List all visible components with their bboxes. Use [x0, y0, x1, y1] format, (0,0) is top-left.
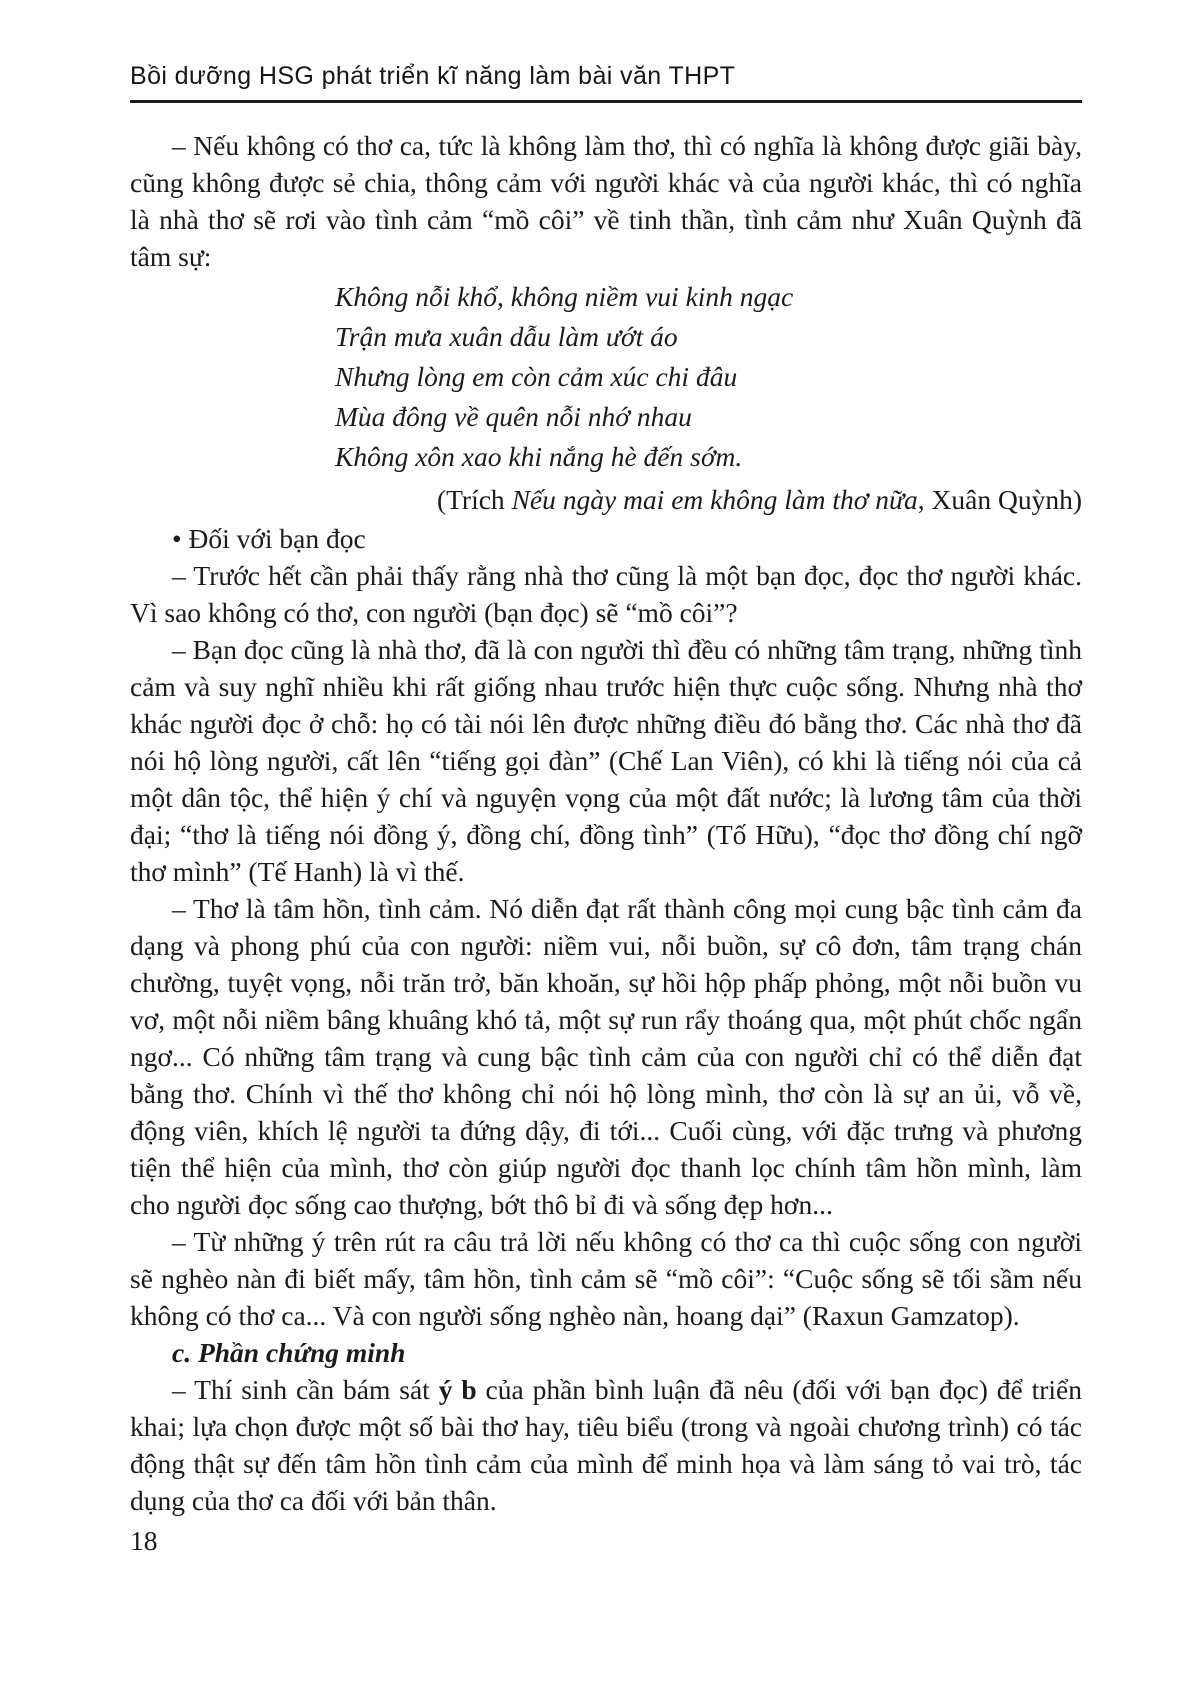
citation-suffix: , Xuân Quỳnh)	[917, 484, 1082, 515]
thi-sinh-text-after: của phần bình luận đã nêu (đối với bạn đọc) để triển khai; lựa chọn được một số bài thơ hay, tiêu biểu (trong và ngoài chương trình) có tác động thật sự đến tâm hồn tình cảm của mình để minh họa và làm sáng tỏ vai trò, tác dụng của thơ ca đối với bản thân.	[130, 1374, 1083, 1516]
paragraph-intro: – Nếu không có thơ ca, tức là không làm thơ, thì có nghĩa là không được giãi bày, cũng không được sẻ chia, thông cảm với người khác và của người khác, thì có nghĩa là nhà thơ sẽ rơi vào tình cảm “mồ côi” về tinh thần, tình cảm như Xuân Quỳnh đã tâm sự:	[130, 130, 1082, 272]
page-content	[130, 127, 1082, 1559]
paragraph-thi-sinh	[130, 1371, 1082, 1519]
running-header	[130, 62, 1082, 103]
bullet-doi-voi-ban-doc: • Đối với bạn đọc	[172, 523, 366, 554]
poem-line: Không nỗi khổ, không niềm vui kinh ngạc	[335, 281, 794, 312]
thi-sinh-text-before: – Thí sinh cần bám sát	[172, 1374, 439, 1405]
poem-citation	[130, 479, 1082, 520]
poem-line: Không xôn xao khi nắng hè đến sớm.	[335, 441, 743, 472]
paragraph-ban-doc: – Bạn đọc cũng là nhà thơ, đã là con người thì đều có những tâm trạng, những tình cảm và suy nghĩ nhiều khi rất giống nhau trước hiện thực cuộc sống. Nhưng nhà thơ khác người đọc ở chỗ: họ có tài nói lên được những điều đó bằng thơ. Các nhà thơ đã nói hộ lòng người, cất lên “tiếng gọi đàn” (Chế Lan Viên), có khi là tiếng nói của cả một dân tộc, thể hiện ý chí và nguyện vọng của một đất nước; là lương tâm của thời đại; “thơ là tiếng nói đồng ý, đồng chí, đồng tình” (Tố Hữu), “đọc thơ đồng chí ngỡ thơ mình” (Tế Hanh) là vì thế.	[130, 634, 1082, 887]
thi-sinh-bold-y-b: ý b	[438, 1374, 477, 1405]
paragraph-tu-nhung-y-tren: – Từ những ý trên rút ra câu trả lời nếu không có thơ ca thì cuộc sống con người sẽ nghèo nàn đi biết mấy, tâm hồn, tình cảm sẽ “mồ côi”: “Cuộc sống sẽ tối sầm nếu không có thơ ca... Và con người sống nghèo nàn, hoang dại” (Raxun Gamzatop).	[130, 1226, 1082, 1331]
poem-line: Mùa đông về quên nỗi nhớ nhau	[335, 401, 692, 432]
poem-block	[335, 277, 1082, 477]
heading-phan-chung-minh: c. Phần chứng minh	[172, 1337, 406, 1368]
citation-prefix: (Trích	[436, 484, 512, 515]
paragraph-truoc-het: – Trước hết cần phải thấy rằng nhà thơ cũng là một bạn đọc, đọc thơ người khác. Vì sao không có thơ, con người (bạn đọc) sẽ “mồ côi”?	[130, 560, 1082, 628]
paragraph-tho-la-tam-hon: – Thơ là tâm hồn, tình cảm. Nó diễn đạt rất thành công mọi cung bậc tình cảm đa dạng và phong phú của con người: niềm vui, nỗi buồn, sự cô đơn, tâm trạng chán chường, tuyệt vọng, nỗi trăn trở, băn khoăn, sự hồi hộp phấp phỏng, một nỗi buồn vu vơ, một nỗi niềm bâng khuâng khó tả, một sự run rẩy thoáng qua, một phút chốc ngẩn ngơ... Có những tâm trạng và cung bậc tình cảm của con người chỉ có thể diễn đạt bằng thơ. Chính vì thế thơ không chỉ nói hộ lòng mình, thơ còn là sự an ủi, vỗ về, động viên, khích lệ người ta đứng dậy, đi tới... Cuối cùng, với đặc trưng và phương tiện thể hiện của mình, thơ còn giúp người đọc thanh lọc chính tâm hồn mình, làm cho người đọc sống cao thượng, bớt thô bỉ đi và sống đẹp hơn...	[130, 893, 1082, 1220]
poem-line: Trận mưa xuân dẫu làm ướt áo	[335, 321, 678, 352]
running-header-title: Bồi dưỡng HSG phát triển kĩ năng làm bài văn THPT	[130, 62, 736, 90]
citation-poem-title: Nếu ngày mai em không làm thơ nữa	[511, 484, 918, 515]
poem-line: Nhưng lòng em còn cảm xúc chi đâu	[335, 361, 738, 392]
page-number: 18	[130, 1525, 158, 1556]
